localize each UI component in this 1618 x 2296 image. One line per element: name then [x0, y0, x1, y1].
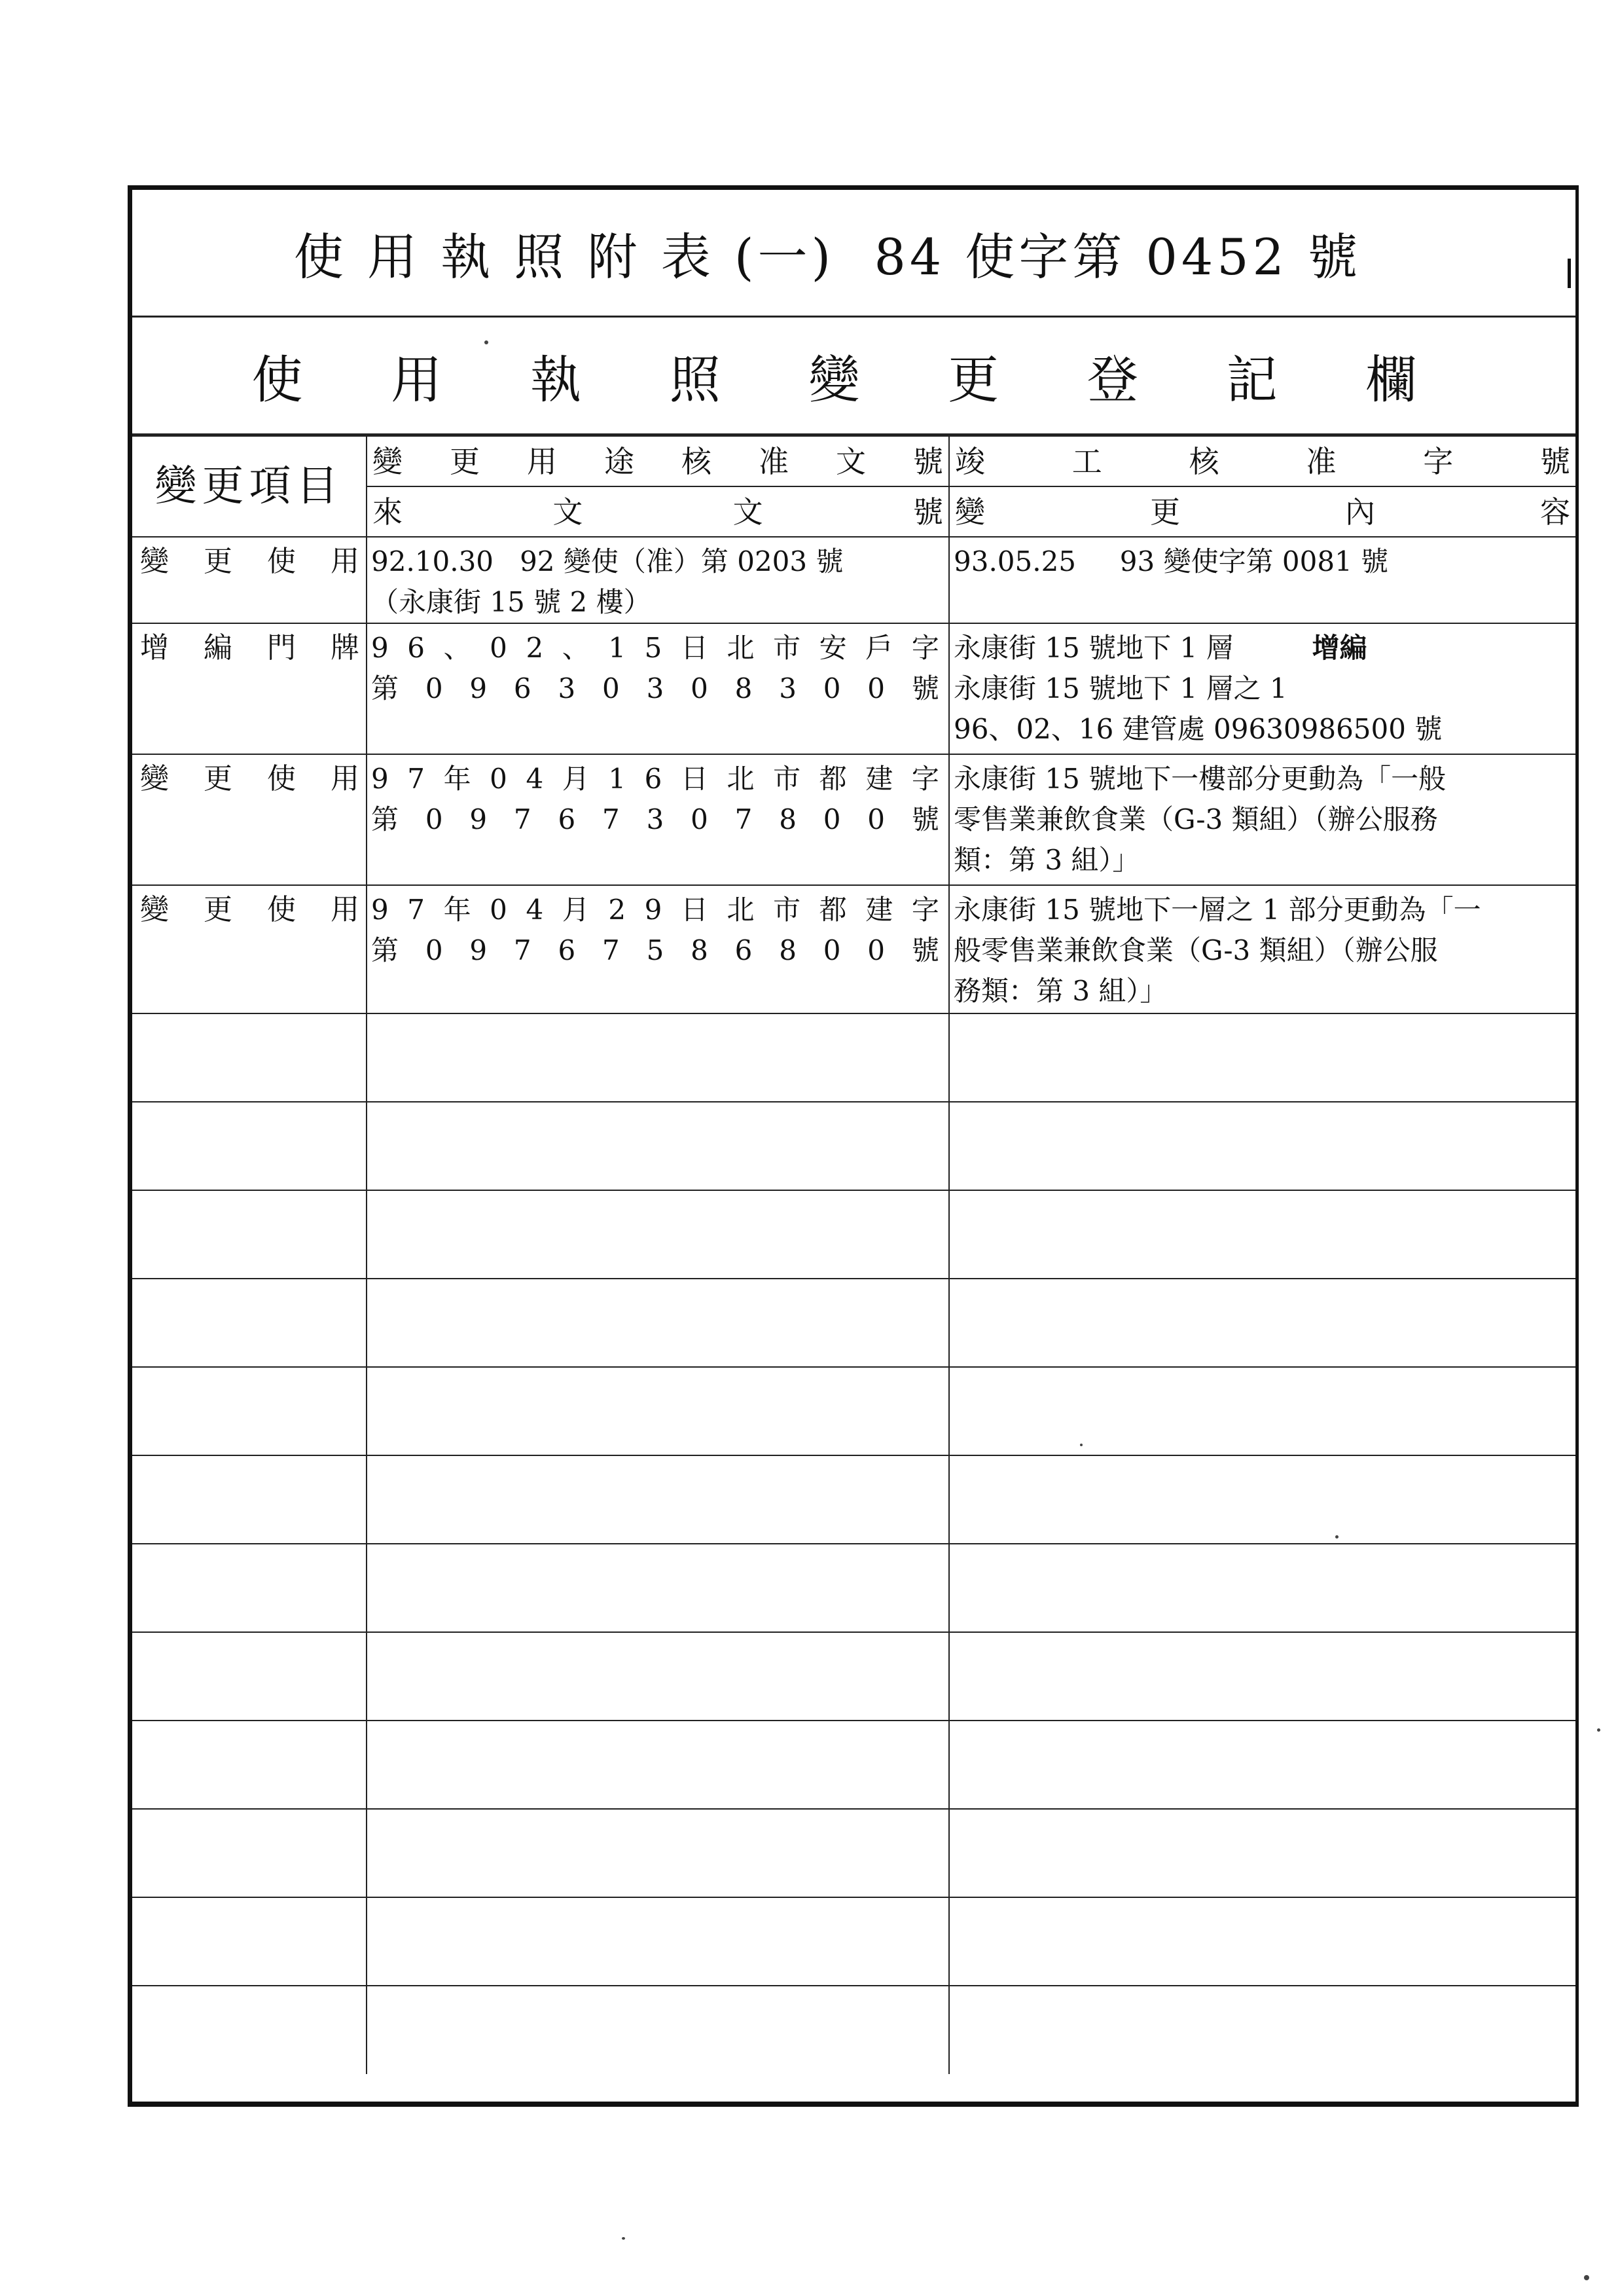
change-item-char: 編 [204, 631, 232, 665]
change-item-char: 使 [267, 893, 296, 926]
register-band-title [252, 339, 1417, 412]
change-content-line [954, 541, 1569, 582]
doc-number-char: 0 [823, 803, 841, 835]
change-content-line-text: 般零售業兼飲食業（G-3 類組）（辦公服 [954, 934, 1438, 966]
change-content-text [950, 886, 1575, 1011]
doc-number-line [371, 628, 942, 668]
doc-number-char: 0 [425, 803, 443, 835]
doc-number-char: 0 [867, 803, 886, 835]
doc-number-char: 北 [727, 632, 755, 664]
doc-number-char: 9 [469, 672, 488, 704]
doc-number-char: 字 [911, 763, 939, 795]
change-content-cell [949, 1455, 1575, 1544]
doc-number-char: 日 [680, 894, 708, 926]
band-char: 記 [1226, 350, 1278, 410]
doc-number-cell [367, 885, 949, 1013]
scan-edge-mark [1568, 259, 1571, 288]
empty-register-row [132, 1279, 1575, 1367]
doc-number-char: 5 [644, 632, 662, 664]
header-char: 文 [552, 494, 583, 530]
empty-register-row [132, 1190, 1575, 1279]
header-char: 變 [372, 443, 403, 479]
doc-number-line [371, 890, 942, 930]
change-content-cell [949, 1897, 1575, 1986]
title-row [132, 190, 1575, 318]
change-content-cell [949, 1367, 1575, 1455]
change-item-cell [132, 1102, 367, 1190]
doc-number-char: 2 [526, 632, 544, 664]
doc-number-line: （永康街 15 號 2 樓） [371, 586, 651, 618]
header-char: 核 [1189, 443, 1219, 479]
change-content-line [954, 840, 1569, 881]
change-item-char: 牌 [331, 631, 359, 665]
doc-number-char: 9 [644, 894, 662, 926]
doc-number-cell [367, 1013, 949, 1102]
header-char: 更 [1150, 494, 1180, 530]
header-usage-approval-doc-no [367, 436, 949, 486]
doc-number-cell [367, 1190, 949, 1279]
empty-register-row [132, 1632, 1575, 1721]
doc-number-cell [367, 537, 949, 623]
header-char: 文 [836, 443, 866, 479]
doc-number-char: 0 [867, 934, 886, 966]
doc-number-line [371, 668, 942, 709]
change-content-line-text: 96、02、16 建管處 09630986500 號 [954, 713, 1443, 745]
doc-number-char: 年 [443, 894, 471, 926]
change-item-char: 用 [331, 893, 359, 926]
change-item-cell [132, 1013, 367, 1102]
header-completion-approval-no [949, 436, 1575, 486]
header-char: 用 [527, 443, 557, 479]
doc-number-char: 8 [779, 803, 797, 835]
doc-number-char: 第 [371, 803, 399, 835]
doc-number-char: 、 [562, 632, 590, 664]
header-char: 核 [681, 443, 711, 479]
doc-number-char: 日 [680, 763, 708, 795]
change-item-cell [132, 1544, 367, 1632]
doc-number-cell [367, 1986, 949, 2074]
doc-number-char: 都 [819, 894, 847, 926]
scan-speck [622, 2237, 625, 2240]
register-row [132, 623, 1575, 754]
change-content-line-text: 永康街 15 號地下 1 層之 1 [954, 672, 1287, 704]
change-content-cell [949, 1279, 1575, 1367]
header-char: 工 [1071, 443, 1102, 479]
doc-number-char: 5 [646, 934, 664, 966]
doc-number-char: 都 [819, 763, 847, 795]
empty-register-row [132, 1013, 1575, 1102]
change-content-cell [949, 623, 1575, 754]
change-item-cell [132, 1632, 367, 1721]
change-item-char: 用 [331, 545, 359, 578]
change-item-char: 更 [204, 893, 232, 926]
doc-number-cell [367, 1897, 949, 1986]
change-item-cell [132, 1809, 367, 1897]
change-item-char: 更 [204, 545, 232, 578]
change-content-line [954, 709, 1569, 750]
doc-number-char: 7 [513, 803, 531, 835]
doc-number-char: 年 [443, 763, 471, 795]
doc-number-char: 0 [823, 934, 841, 966]
doc-number-char: 7 [602, 934, 620, 966]
change-content-line-text: 93.05.25 93 變使字第 0081 號 [954, 545, 1389, 577]
change-content-cell [949, 1632, 1575, 1721]
change-register-table [132, 435, 1575, 2074]
doc-number-char: 建 [865, 894, 893, 926]
doc-number-cell [367, 1279, 949, 1367]
doc-number-cell [367, 754, 949, 885]
change-content-text [950, 624, 1575, 750]
change-item-cell [132, 1455, 367, 1544]
scan-speck [1335, 1535, 1339, 1539]
change-content-line [954, 890, 1569, 930]
change-content-line-text: 永康街 15 號地下一樓部分更動為「一般 [954, 763, 1447, 795]
doc-number-char: 0 [602, 672, 620, 704]
change-item-char: 變 [140, 893, 169, 926]
doc-number-char: 號 [911, 672, 939, 704]
change-item-cell [132, 1986, 367, 2074]
doc-number-char: 6 [558, 803, 576, 835]
doc-number-char: 字 [911, 632, 939, 664]
doc-number-char: 第 [371, 934, 399, 966]
change-content-line-text: 零售業兼飲食業（G-3 類組）（辦公服務 [954, 803, 1438, 835]
change-content-line [954, 971, 1569, 1011]
doc-number-text [367, 886, 948, 971]
change-item-char: 更 [204, 762, 232, 795]
doc-number-char: 戶 [865, 632, 893, 664]
doc-number-char: 9 [469, 803, 488, 835]
change-item-cell [132, 623, 367, 754]
doc-number-cell [367, 1721, 949, 1809]
doc-number-char: 2 [608, 894, 626, 926]
change-content-line-text: 務類：第 3 組）」 [954, 975, 1168, 1007]
doc-number-char: 市 [773, 894, 801, 926]
change-content-line [954, 668, 1569, 709]
change-item-cell [132, 885, 367, 1013]
doc-number-char: 6 [734, 934, 753, 966]
change-item-char: 使 [267, 762, 296, 795]
empty-register-row [132, 1897, 1575, 1986]
header-char: 變 [955, 494, 985, 530]
doc-number-char: 6 [513, 672, 531, 704]
register-row [132, 754, 1575, 885]
change-content-cell [949, 537, 1575, 623]
empty-register-row [132, 1367, 1575, 1455]
doc-number-char: 8 [734, 672, 753, 704]
empty-register-row [132, 1455, 1575, 1544]
change-item-char: 增 [140, 631, 169, 665]
doc-number-char: 號 [911, 803, 939, 835]
doc-number-char: 號 [911, 934, 939, 966]
doc-number-char: 3 [779, 672, 797, 704]
doc-number-char: 市 [773, 632, 801, 664]
change-content-line-text: 類：第 3 組）」 [954, 844, 1140, 876]
doc-number-char: 7 [602, 803, 620, 835]
doc-number-char: 9 [371, 632, 389, 664]
doc-number-char: 建 [865, 763, 893, 795]
doc-number-char: 9 [371, 894, 389, 926]
doc-number-char: 0 [867, 672, 886, 704]
doc-number-char: 0 [490, 763, 507, 795]
band-char: 更 [948, 350, 999, 410]
register-row [132, 885, 1575, 1013]
doc-number-char: 3 [558, 672, 576, 704]
doc-number-char: 0 [425, 934, 443, 966]
doc-number-char: 第 [371, 672, 399, 704]
doc-number-char: 北 [727, 763, 755, 795]
band-char: 欄 [1365, 350, 1417, 410]
doc-number-char: 9 [371, 763, 389, 795]
header-char: 來 [372, 494, 403, 530]
doc-number-char: 6 [644, 763, 662, 795]
change-content-cell [949, 1809, 1575, 1897]
change-item-cell [132, 1897, 367, 1986]
doc-number-char: 6 [407, 632, 425, 664]
doc-number-char: 4 [526, 763, 544, 795]
header-char: 號 [913, 443, 943, 479]
change-item-char: 變 [140, 762, 169, 795]
doc-number-char: 6 [558, 934, 576, 966]
change-content-cell [949, 885, 1575, 1013]
doc-number-cell [367, 1544, 949, 1632]
doc-number-line: 92.10.30 92 變使（准）第 0203 號 [371, 545, 844, 577]
band-char: 用 [391, 350, 442, 410]
doc-number-cell [367, 1367, 949, 1455]
header-incoming-doc-no [367, 486, 949, 537]
change-item-cell [132, 1279, 367, 1367]
scan-speck [1597, 1728, 1600, 1732]
doc-number-char: 月 [562, 894, 590, 926]
band-char: 使 [251, 350, 303, 410]
header-char: 准 [759, 443, 789, 479]
change-item [132, 755, 366, 799]
doc-number-cell [367, 1455, 949, 1544]
doc-number-char: 0 [691, 803, 708, 835]
doc-number-char: 7 [513, 934, 531, 966]
header-change-content [949, 486, 1575, 537]
header-char: 更 [450, 443, 480, 479]
change-content-line-text: 永康街 15 號地下 1 層 [954, 632, 1234, 664]
band-row [132, 318, 1575, 435]
change-item-char: 門 [267, 631, 296, 665]
change-content-cell [949, 1986, 1575, 2074]
doc-number-char: 8 [779, 934, 797, 966]
change-content-line [954, 628, 1569, 668]
doc-number-line [371, 930, 942, 971]
doc-number-char: 0 [490, 894, 507, 926]
doc-number-char: 7 [407, 763, 425, 795]
header-char: 號 [912, 494, 943, 530]
scan-edge-mark [129, 265, 132, 291]
register-row [132, 537, 1575, 623]
doc-number-char: 0 [490, 632, 507, 664]
header-char: 內 [1345, 494, 1375, 530]
scan-speck [1080, 1444, 1083, 1446]
change-item-cell [132, 1721, 367, 1809]
doc-number-char: 7 [734, 803, 753, 835]
change-item-cell [132, 754, 367, 885]
empty-register-row [132, 1986, 1575, 2074]
change-content-cell [949, 1102, 1575, 1190]
header-change-item: 變更項目 [132, 436, 367, 537]
doc-number-char: 、 [443, 632, 471, 664]
doc-number-char: 字 [911, 894, 939, 926]
change-content-line [954, 930, 1569, 971]
change-content-line [954, 759, 1569, 799]
doc-number-cell [367, 623, 949, 754]
header-char: 途 [604, 443, 634, 479]
change-content-cell [949, 1721, 1575, 1809]
change-content-cell [949, 1190, 1575, 1279]
change-item-char: 變 [140, 545, 169, 578]
header-char: 竣 [955, 443, 985, 479]
header-char: 號 [1539, 443, 1570, 479]
doc-number-char: 安 [819, 632, 847, 664]
change-content-text [950, 755, 1575, 881]
doc-number-char: 8 [691, 934, 708, 966]
doc-number-cell [367, 1632, 949, 1721]
doc-number-char: 月 [562, 763, 590, 795]
band-char: 執 [530, 350, 581, 410]
change-item-char: 用 [331, 762, 359, 795]
document-title: 使 用 執 照 附 表 (一) 84 使字第 0452 號 [293, 227, 1362, 286]
scan-speck [1584, 2275, 1589, 2280]
doc-number-char: 0 [691, 672, 708, 704]
doc-number-line [371, 759, 942, 799]
change-item [132, 538, 366, 582]
doc-number-cell [367, 1102, 949, 1190]
band-char: 登 [1087, 350, 1138, 410]
doc-number-cell [367, 1809, 949, 1897]
header-row [132, 436, 1575, 486]
register-frame [128, 185, 1579, 2107]
doc-number-text [367, 538, 948, 623]
change-item-char: 使 [267, 545, 296, 578]
doc-number-char: 9 [469, 934, 488, 966]
doc-number-line [371, 799, 942, 840]
change-tag: 增編 [1312, 632, 1367, 664]
change-content-cell [949, 1544, 1575, 1632]
change-content-line [954, 799, 1569, 840]
change-item-cell [132, 1367, 367, 1455]
scan-speck [484, 340, 488, 344]
empty-register-row [132, 1721, 1575, 1809]
doc-number-char: 市 [773, 763, 801, 795]
doc-number-char: 日 [680, 632, 708, 664]
header-char: 字 [1423, 443, 1454, 479]
change-content-line-text: 永康街 15 號地下一層之 1 部分更動為「一 [954, 894, 1481, 926]
doc-number-char: 0 [823, 672, 841, 704]
empty-register-row [132, 1102, 1575, 1190]
doc-number-text [367, 624, 948, 709]
empty-register-row [132, 1809, 1575, 1897]
change-item [132, 624, 366, 668]
change-item [132, 886, 366, 930]
change-item-cell [132, 1190, 367, 1279]
doc-number-char: 北 [727, 894, 755, 926]
doc-number-char: 0 [425, 672, 443, 704]
doc-number-char: 3 [646, 803, 664, 835]
header-char: 文 [732, 494, 763, 530]
change-content-cell [949, 1013, 1575, 1102]
doc-number-text [367, 755, 948, 840]
change-content-text [950, 538, 1575, 582]
doc-number-char: 1 [608, 763, 626, 795]
empty-register-row [132, 1544, 1575, 1632]
doc-number-char: 7 [407, 894, 425, 926]
change-content-cell [949, 754, 1575, 885]
header-char: 准 [1306, 443, 1337, 479]
doc-number-char: 3 [646, 672, 664, 704]
header-char: 容 [1540, 494, 1570, 530]
band-char: 變 [808, 350, 860, 410]
band-char: 照 [669, 350, 721, 410]
doc-number-char: 4 [526, 894, 544, 926]
change-item-cell [132, 537, 367, 623]
doc-number-char: 1 [608, 632, 626, 664]
